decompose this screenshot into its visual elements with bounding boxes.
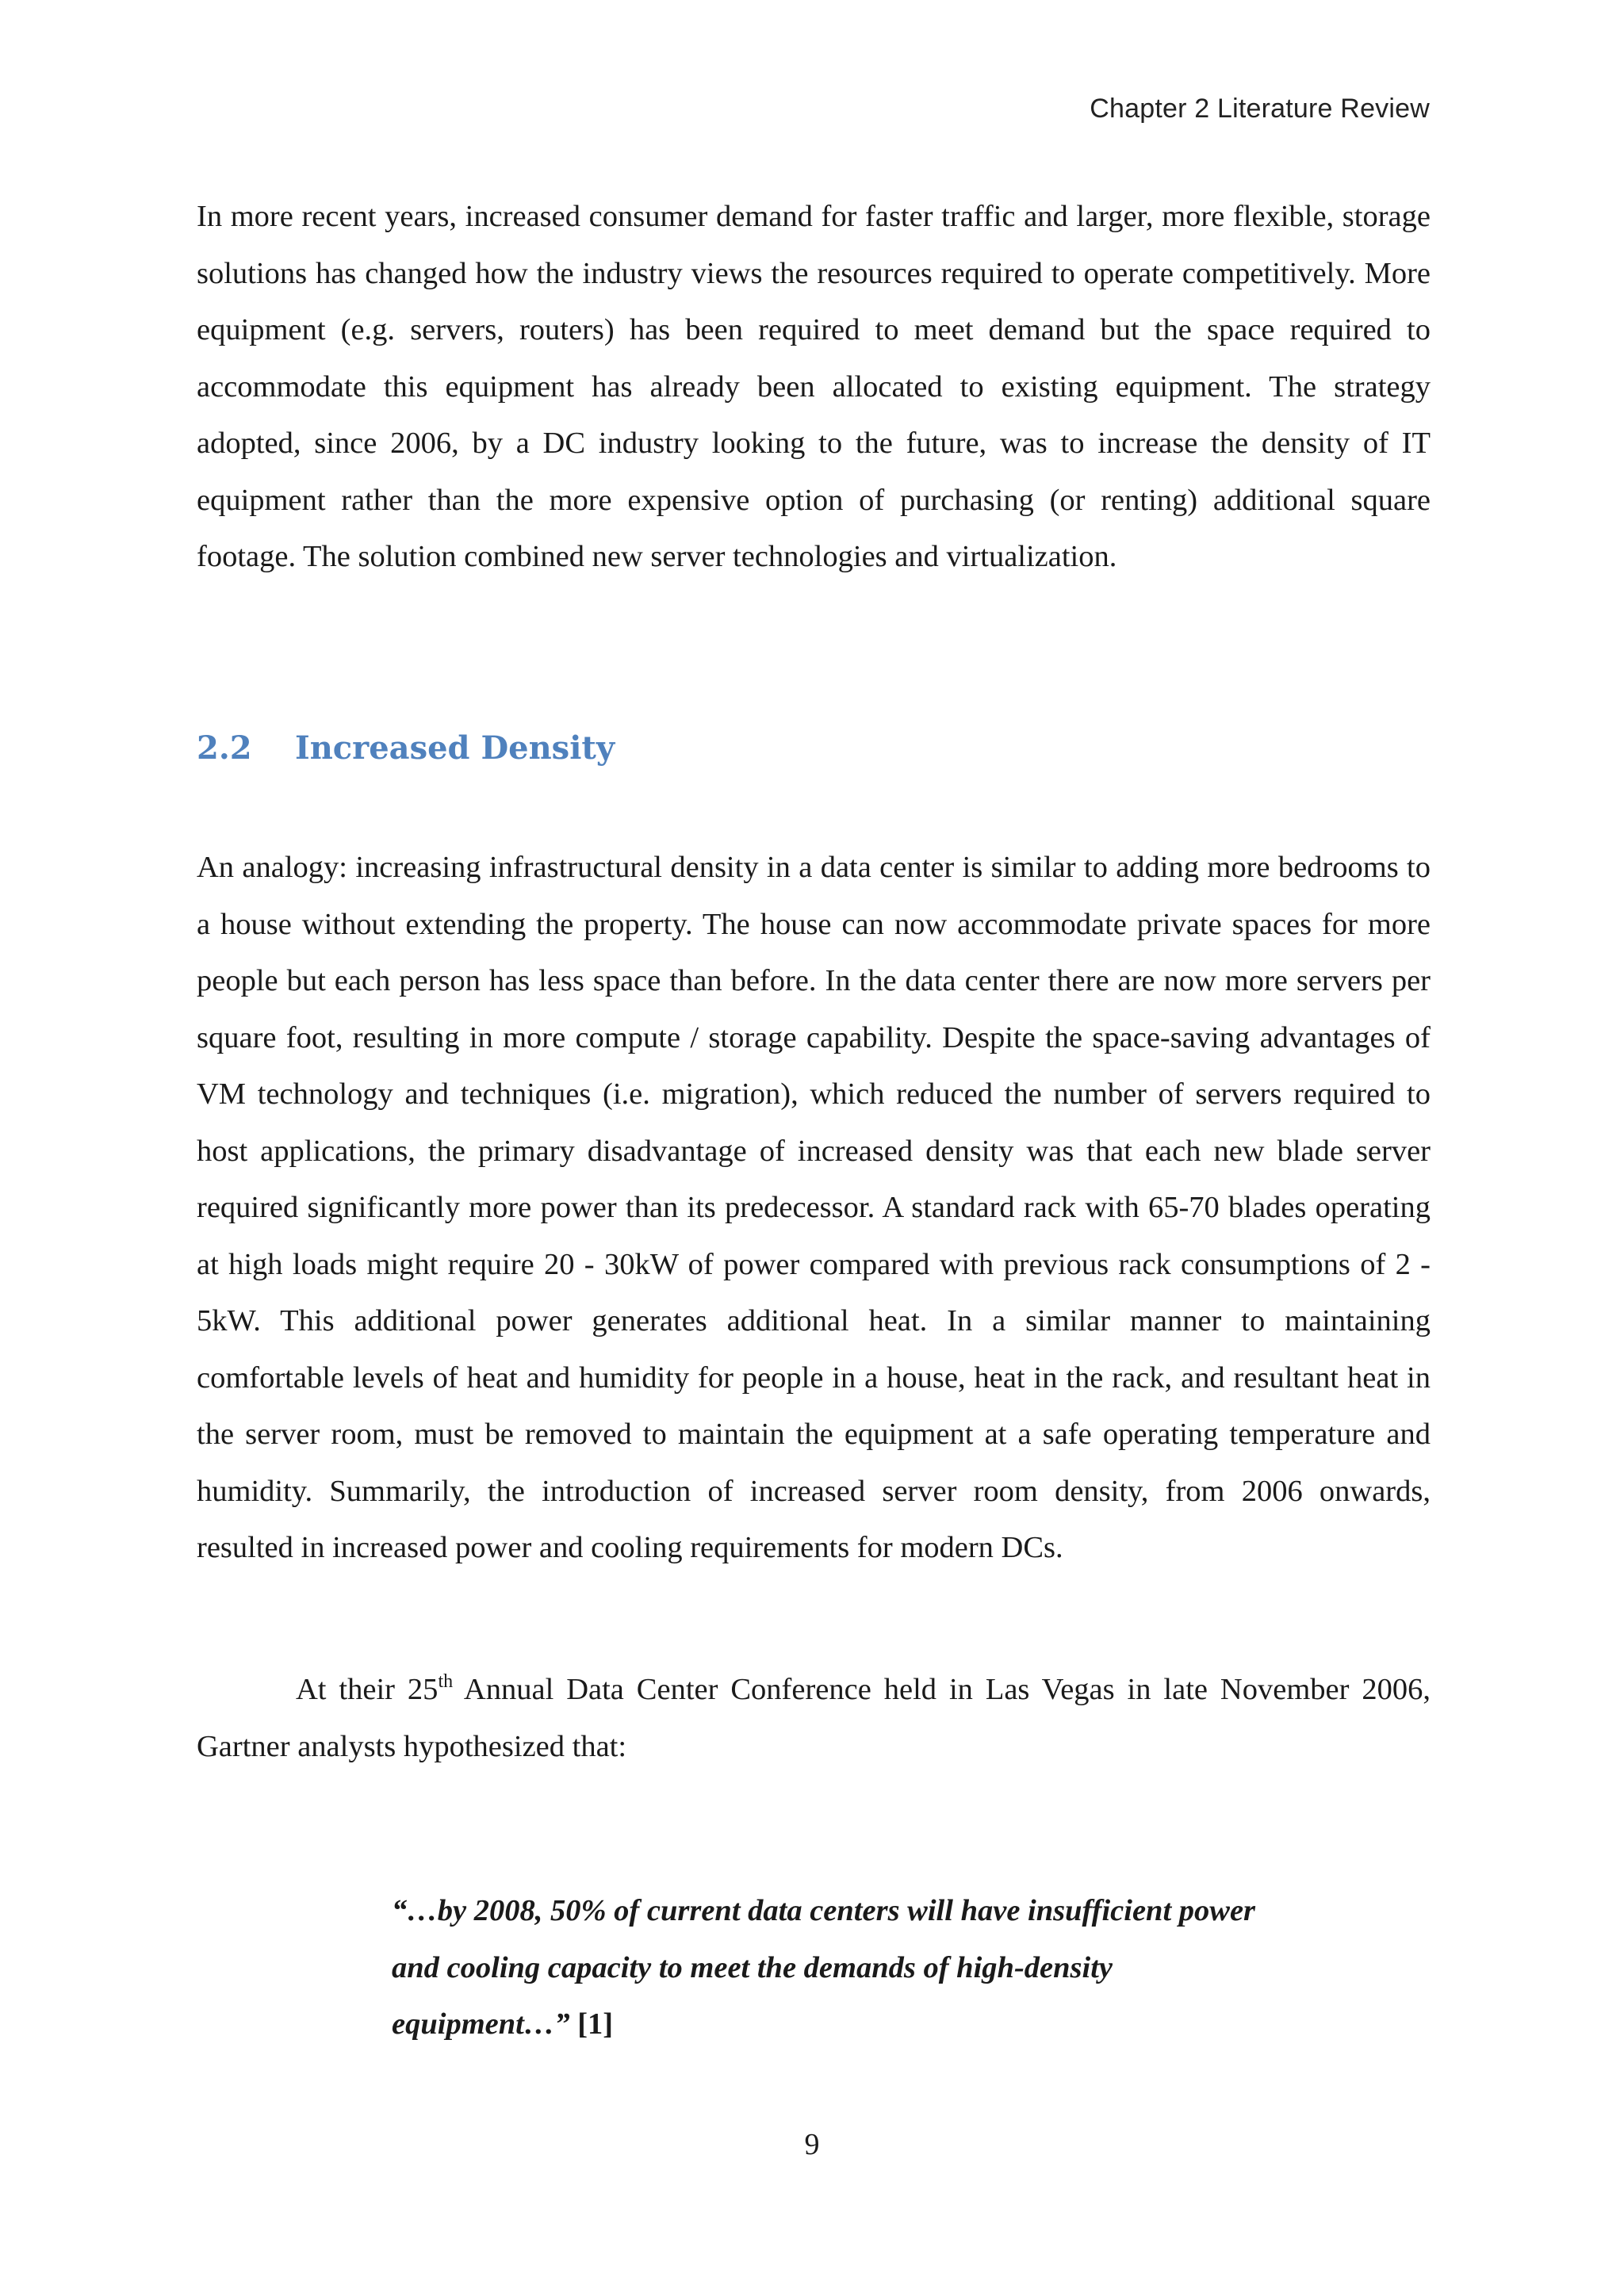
section-title: Increased Density xyxy=(295,729,615,767)
quote-text: “…by 2008, 50% of current data centers will have insufficient power and cooling capacity to meet the demands of high-density equipment…” xyxy=(392,1894,1256,2041)
body-paragraph-1: In more recent years, increased consumer demand for faster traffic and larger, more flexible, storage solutions has changed how the industry views the resources required to operate competitively. More equipment (e.g. servers, routers) has been required to meet demand but the space required to accommodate this equipment has already been allocated to existing equipment. The strategy adopted, since 2006, by a DC industry looking to the future, was to increase the density of IT equipment rather than the more expensive option of purchasing (or renting) additional square footage. The solution combined new server technologies and virtualization. xyxy=(197,200,1431,573)
section-heading xyxy=(197,729,615,767)
quote-citation: [1] xyxy=(577,2007,614,2041)
body-paragraph-3 xyxy=(197,1662,1431,1775)
ordinal-superscript: th xyxy=(438,1671,454,1692)
paragraph-3-rest: Annual Data Center Conference held in Las Vegas in late November 2006, Gartner analysts hypothesized that: xyxy=(197,1673,1431,1763)
running-header: Chapter 2 Literature Review xyxy=(1090,94,1430,124)
body-paragraph-2: An analogy: increasing infrastructural density in a data center is similar to adding more bedrooms to a house without extending the property. The house can now accommodate private spaces for more people but each person has less space than before. In the data center there are now more servers per square foot, resulting in more compute / storage capability. Despite the space-saving advantages of VM technology and techniques (i.e. migration), which reduced the number of servers required to host applications, the primary disadvantage of increased density was that each new blade server required significantly more power than its predecessor. A standard rack with 65-70 blades operating at high loads might require 20 - 30kW of power compared with previous rack consumptions of 2 - 5kW. This additional power generates additional heat. In a similar manner to maintaining comfortable levels of heat and humidity for people in a house, heat in the rack, and resultant heat in the server room, must be removed to maintain the equipment at a safe operating temperature and humidity. Summarily, the introduction of increased server room density, from 2006 onwards, resulted in increased power and cooling requirements for modern DCs. xyxy=(197,851,1431,1564)
section-number: 2.2 xyxy=(197,729,252,767)
block-quote xyxy=(392,1883,1288,2053)
page-number: 9 xyxy=(804,2128,820,2161)
paragraph-3-lead: At their 25 xyxy=(296,1673,439,1706)
